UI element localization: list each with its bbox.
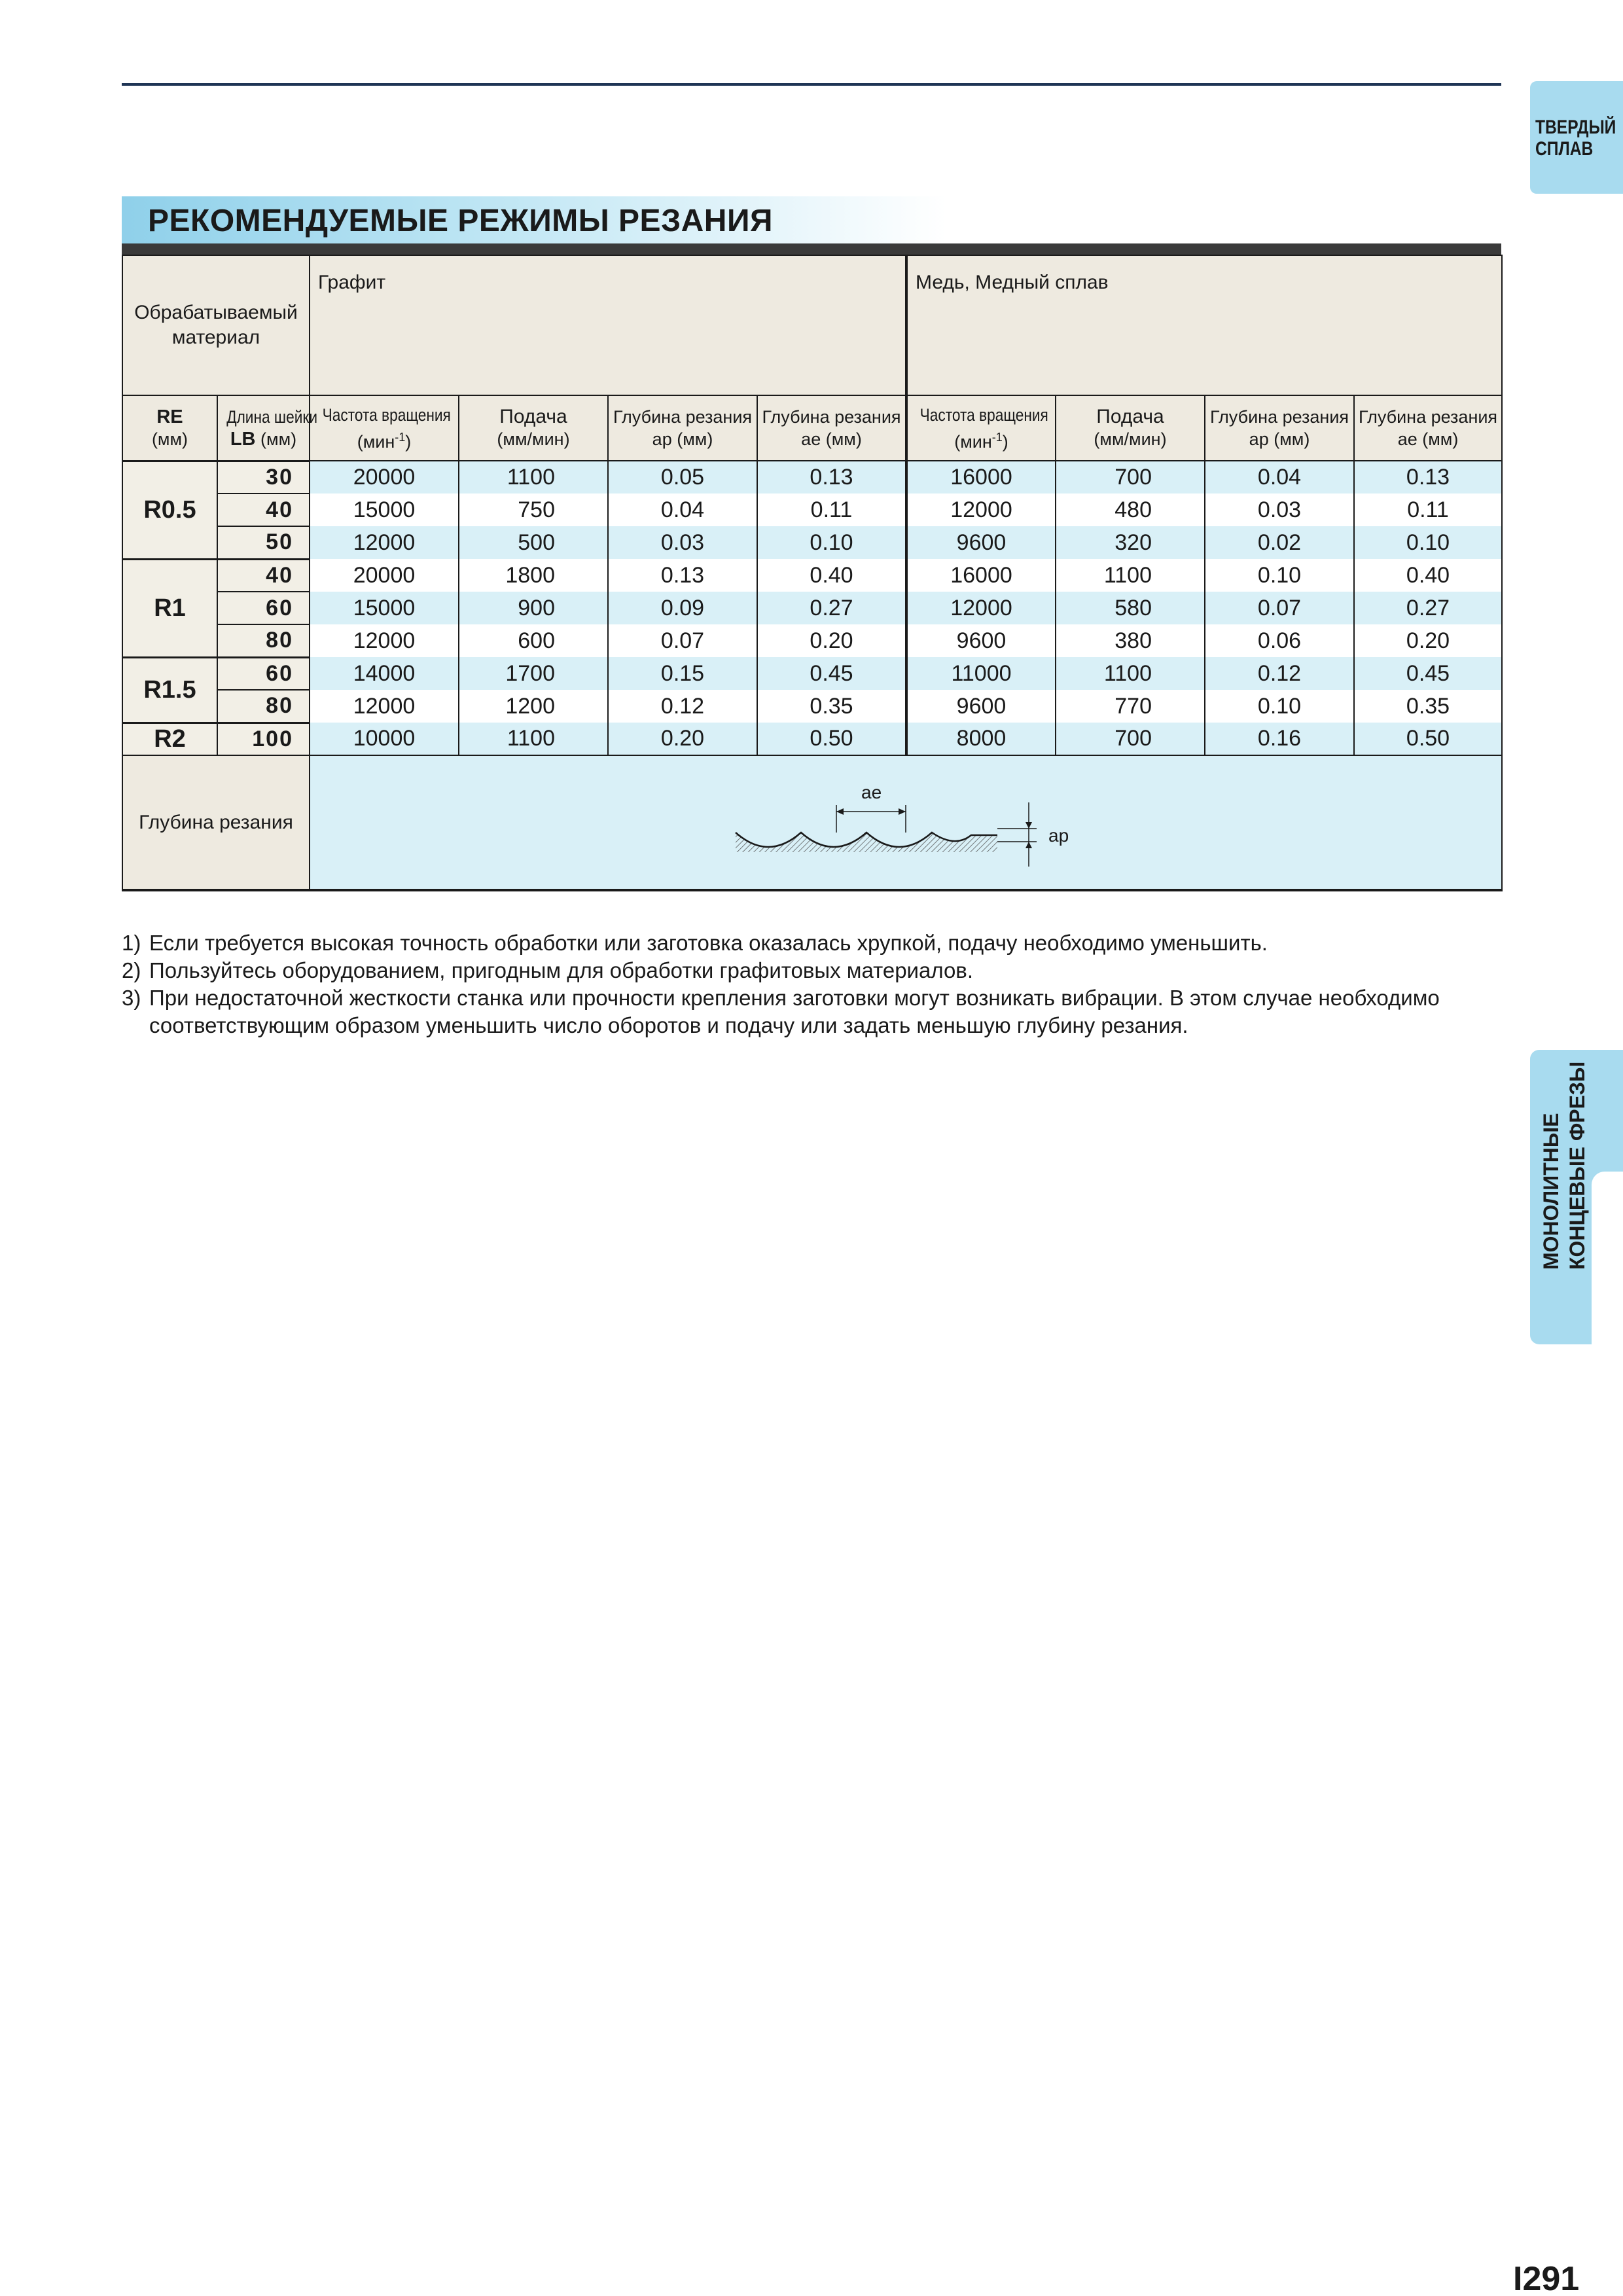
- col-speed-unit-close: ): [1002, 431, 1008, 452]
- col-re: [122, 395, 217, 461]
- copper-value-cell: 0.40: [1354, 559, 1502, 592]
- copper-value-cell: 0.35: [1354, 690, 1502, 723]
- depth-of-cut-diagram: [310, 757, 1539, 889]
- material-row: [122, 255, 1502, 395]
- col-ae-unit: ae (мм): [801, 429, 862, 449]
- copper-value-cell: 480: [1056, 493, 1205, 526]
- copper-value-cell: 770: [1056, 690, 1205, 723]
- copper-value-cell: 8000: [906, 723, 1056, 755]
- note-text: Пользуйтесь оборудованием, пригодным для обработки графитовых материалов.: [149, 958, 974, 982]
- table-row: [122, 690, 1502, 723]
- col-ae-title: Глубина резания: [1358, 407, 1498, 427]
- graphite-value-cell: 15000: [310, 493, 459, 526]
- col-ap-graphite: [608, 395, 757, 461]
- note-text: При недостаточной жесткости станка или прочности крепления заготовки могут возникать вибрации. В этом случае необходимо соответствующим образом уменьшить число оборотов и подачу или задать меньшую глубину резания.: [149, 986, 1440, 1037]
- re-cell: R0.5: [122, 461, 217, 559]
- col-lb-unit: (мм): [260, 429, 297, 449]
- col-speed-sup: -1: [991, 430, 1003, 444]
- note-number: 1): [122, 931, 141, 955]
- table-row: [122, 592, 1502, 624]
- graphite-value-cell: 0.27: [757, 592, 906, 624]
- col-ap-unit: ap (мм): [652, 429, 713, 449]
- ae-label: ae: [861, 781, 882, 802]
- re-cell: R2: [122, 723, 217, 755]
- copper-value-cell: 0.11: [1354, 493, 1502, 526]
- graphite-value-cell: 1100: [459, 723, 608, 755]
- col-ae-copper: [1354, 395, 1502, 461]
- depth-diagram-cell: [310, 755, 1502, 890]
- graphite-value-cell: 0.40: [757, 559, 906, 592]
- copper-value-cell: 0.10: [1354, 526, 1502, 559]
- graphite-value-cell: 0.15: [608, 657, 757, 690]
- copper-value-cell: 700: [1056, 461, 1205, 493]
- col-feed-graphite: [459, 395, 608, 461]
- graphite-value-cell: 0.45: [757, 657, 906, 690]
- copper-value-cell: 580: [1056, 592, 1205, 624]
- header-row: [122, 395, 1502, 461]
- col-feed-title: Подача: [499, 406, 567, 427]
- table-row: [122, 526, 1502, 559]
- graphite-value-cell: 0.09: [608, 592, 757, 624]
- copper-value-cell: 12000: [906, 493, 1056, 526]
- col-speed-copper: [906, 395, 1056, 461]
- copper-value-cell: 0.10: [1205, 559, 1354, 592]
- graphite-value-cell: 0.03: [608, 526, 757, 559]
- copper-value-cell: 0.03: [1205, 493, 1354, 526]
- copper-value-cell: 0.06: [1205, 624, 1354, 657]
- copper-value-cell: 16000: [906, 461, 1056, 493]
- graphite-value-cell: 0.10: [757, 526, 906, 559]
- depth-label: Глубина резания: [122, 755, 310, 890]
- table-row: [122, 493, 1502, 526]
- col-feed-unit: (мм/мин): [497, 429, 570, 449]
- note-text: Если требуется высокая точность обработки или заготовка оказалась хрупкой, подачу необходимо уменьшить.: [149, 931, 1268, 955]
- copper-value-cell: 0.12: [1205, 657, 1354, 690]
- col-re-title: RE: [156, 406, 183, 427]
- graphite-value-cell: 0.20: [757, 624, 906, 657]
- note-item: [122, 984, 1496, 1039]
- ap-arrow-bottom: [1026, 842, 1032, 848]
- ap-arrow-top: [1026, 822, 1032, 829]
- graphite-value-cell: 12000: [310, 690, 459, 723]
- graphite-value-cell: 0.07: [608, 624, 757, 657]
- copper-value-cell: 9600: [906, 526, 1056, 559]
- col-speed-graphite: [310, 395, 459, 461]
- copper-value-cell: 320: [1056, 526, 1205, 559]
- copper-value-cell: 0.10: [1205, 690, 1354, 723]
- graphite-value-cell: 10000: [310, 723, 459, 755]
- graphite-value-cell: 900: [459, 592, 608, 624]
- lb-cell: 30: [217, 461, 310, 493]
- tab-side-line1: МОНОЛИТНЫЕ: [1539, 1113, 1563, 1270]
- group-copper: Медь, Медный сплав: [906, 255, 1502, 395]
- col-lb-code: LB: [230, 428, 256, 450]
- notes: [122, 929, 1496, 1039]
- graphite-value-cell: 0.11: [757, 493, 906, 526]
- note-number: 3): [122, 986, 141, 1010]
- graphite-value-cell: 0.35: [757, 690, 906, 723]
- col-ap-title: Глубина резания: [1209, 407, 1349, 427]
- col-speed-unit: (мин: [954, 431, 992, 452]
- re-cell: R1: [122, 559, 217, 657]
- graphite-value-cell: 1100: [459, 461, 608, 493]
- material-label: Обрабатываемый материал: [122, 255, 310, 395]
- col-speed-title: Частота вращения: [322, 404, 451, 425]
- tab-label-line1: ТВЕРДЫЙ: [1535, 117, 1616, 138]
- section-tab-end-mills-label: [1538, 1061, 1590, 1270]
- copper-value-cell: 1100: [1056, 559, 1205, 592]
- col-feed-title: Подача: [1096, 406, 1164, 427]
- lb-cell: 80: [217, 690, 310, 723]
- page-number: I291: [1513, 2260, 1580, 2296]
- graphite-value-cell: 0.13: [608, 559, 757, 592]
- graphite-value-cell: 12000: [310, 526, 459, 559]
- graphite-value-cell: 0.50: [757, 723, 906, 755]
- copper-value-cell: 380: [1056, 624, 1205, 657]
- col-lb-title: Длина шейки: [226, 406, 318, 427]
- title-underline-bar: [122, 243, 1501, 255]
- note-number: 2): [122, 958, 141, 982]
- graphite-value-cell: 1200: [459, 690, 608, 723]
- copper-value-cell: 0.50: [1354, 723, 1502, 755]
- col-speed-unit: (мин: [357, 431, 395, 452]
- graphite-value-cell: 0.20: [608, 723, 757, 755]
- graphite-value-cell: 14000: [310, 657, 459, 690]
- section-tab-carbide-label: [1535, 117, 1616, 160]
- copper-value-cell: 0.27: [1354, 592, 1502, 624]
- re-cell: R1.5: [122, 657, 217, 723]
- copper-value-cell: 9600: [906, 624, 1056, 657]
- copper-value-cell: 0.45: [1354, 657, 1502, 690]
- copper-value-cell: 700: [1056, 723, 1205, 755]
- col-ap-unit: ap (мм): [1249, 429, 1310, 449]
- lb-cell: 80: [217, 624, 310, 657]
- lb-cell: 60: [217, 592, 310, 624]
- graphite-value-cell: 1700: [459, 657, 608, 690]
- group-graphite: Графит: [310, 255, 906, 395]
- copper-value-cell: 9600: [906, 690, 1056, 723]
- graphite-value-cell: 750: [459, 493, 608, 526]
- top-rule: [122, 83, 1501, 86]
- graphite-value-cell: 12000: [310, 624, 459, 657]
- copper-value-cell: 0.04: [1205, 461, 1354, 493]
- copper-value-cell: 0.13: [1354, 461, 1502, 493]
- table-row: [122, 461, 1502, 493]
- lb-cell: 60: [217, 657, 310, 690]
- graphite-value-cell: 15000: [310, 592, 459, 624]
- col-lb: [217, 395, 318, 461]
- copper-value-cell: 0.16: [1205, 723, 1354, 755]
- graphite-value-cell: 20000: [310, 461, 459, 493]
- workpiece-hatch: [736, 833, 997, 852]
- col-feed-copper: [1056, 395, 1205, 461]
- col-speed-title: Частота вращения: [919, 404, 1048, 425]
- graphite-value-cell: 0.12: [608, 690, 757, 723]
- depth-row: [122, 755, 1502, 890]
- graphite-value-cell: 1800: [459, 559, 608, 592]
- lb-cell: 100: [217, 723, 310, 755]
- table-row: [122, 657, 1502, 690]
- lb-cell: 40: [217, 559, 310, 592]
- table-row: [122, 723, 1502, 755]
- col-ae-unit: ae (мм): [1397, 429, 1459, 449]
- graphite-value-cell: 20000: [310, 559, 459, 592]
- copper-value-cell: 11000: [906, 657, 1056, 690]
- lb-cell: 40: [217, 493, 310, 526]
- col-re-unit: (мм): [151, 429, 188, 449]
- copper-value-cell: 0.02: [1205, 526, 1354, 559]
- col-ae-title: Глубина резания: [762, 407, 901, 427]
- graphite-value-cell: 0.04: [608, 493, 757, 526]
- graphite-value-cell: 500: [459, 526, 608, 559]
- table-row: [122, 559, 1502, 592]
- copper-value-cell: 16000: [906, 559, 1056, 592]
- col-ae-graphite: [757, 395, 906, 461]
- copper-value-cell: 0.07: [1205, 592, 1354, 624]
- col-ap-copper: [1205, 395, 1354, 461]
- note-item: [122, 929, 1496, 957]
- tab-label-line2: СПЛАВ: [1535, 138, 1594, 160]
- table-row: [122, 624, 1502, 657]
- col-feed-unit: (мм/мин): [1094, 429, 1167, 449]
- copper-value-cell: 0.20: [1354, 624, 1502, 657]
- cutting-conditions-table: [122, 255, 1503, 891]
- copper-value-cell: 1100: [1056, 657, 1205, 690]
- tab-notch: [1592, 1172, 1623, 1348]
- tab-side-line2: КОНЦЕВЫЕ ФРЕЗЫ: [1565, 1061, 1589, 1270]
- copper-value-cell: 12000: [906, 592, 1056, 624]
- graphite-value-cell: 0.13: [757, 461, 906, 493]
- note-item: [122, 957, 1496, 984]
- ap-label: ap: [1048, 825, 1069, 846]
- section-title-band: [122, 196, 1501, 243]
- page-title: РЕКОМЕНДУЕМЫЕ РЕЖИМЫ РЕЗАНИЯ: [148, 204, 773, 238]
- ae-arrow-right: [899, 808, 906, 815]
- ae-arrow-left: [836, 808, 844, 815]
- graphite-value-cell: 600: [459, 624, 608, 657]
- graphite-value-cell: 0.05: [608, 461, 757, 493]
- col-speed-unit-close: ): [405, 431, 412, 452]
- col-ap-title: Глубина резания: [613, 407, 753, 427]
- lb-cell: 50: [217, 526, 310, 559]
- col-speed-sup: -1: [395, 430, 406, 444]
